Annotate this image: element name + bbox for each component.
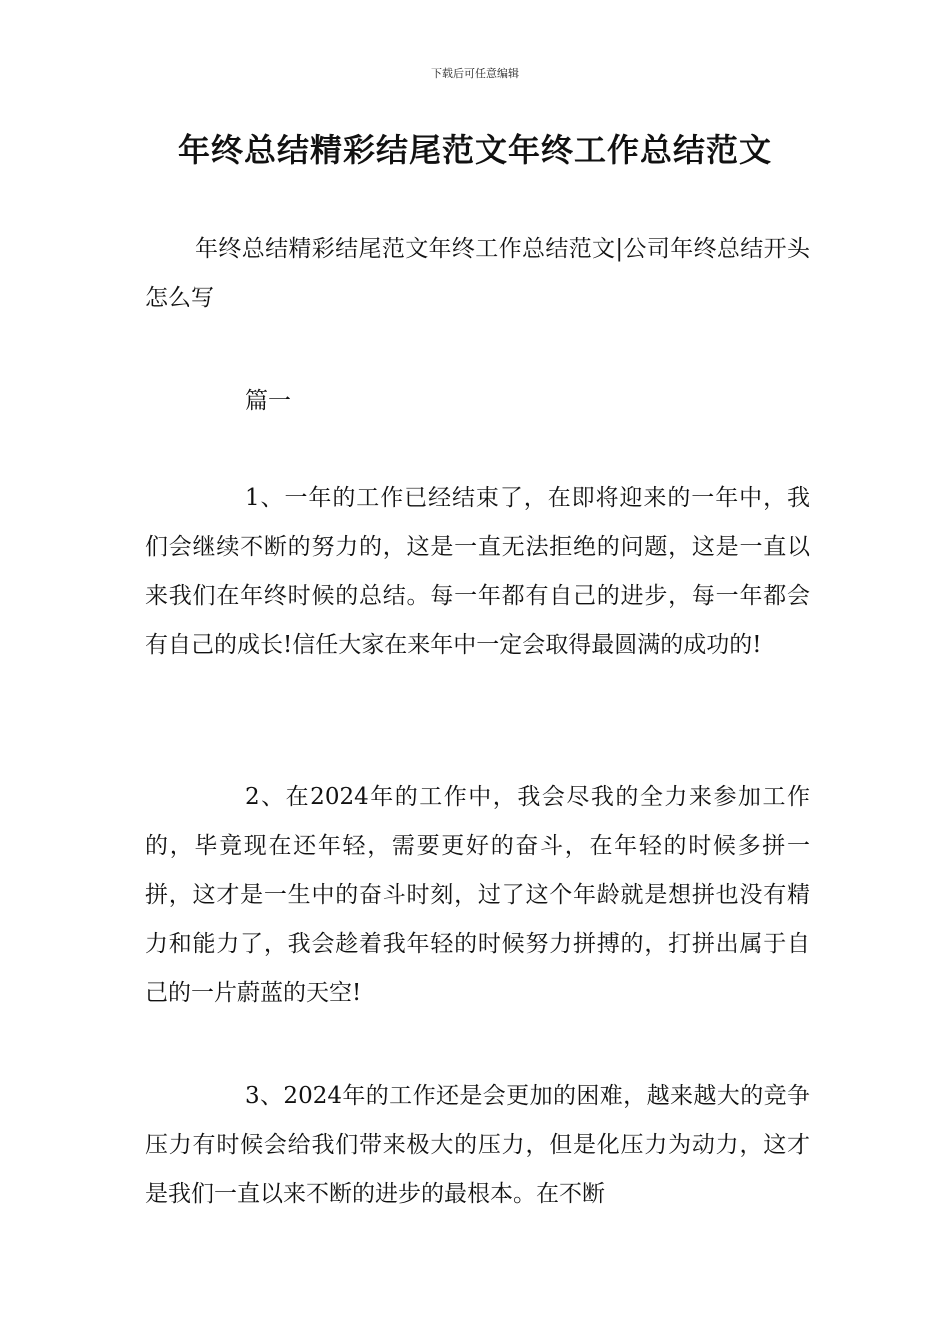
document-title: 年终总结精彩结尾范文年终工作总结范文 — [177, 131, 772, 169]
paragraph-2: 2、在2024年的工作中，我会尽我的全力来参加工作的，毕竟现在还年轻，需要更好的奋斗，在年轻的时候多拼一拼，这才是一生中的奋斗时刻，过了这个年龄就是想拼也没有精力和能力了，我会趁着我年轻的时候努力拼搏的，打拼出属于自己的一片蔚蓝的天空! — [145, 784, 810, 1006]
download-edit-note: 下载后可任意编辑 — [431, 67, 519, 80]
paragraph-3: 3、2024年的工作还是会更加的困难，越来越大的竞争压力有时候会给我们带来极大的压力，但是化压力为动力，这才是我们一直以来不断的进步的最根本。在不断 — [145, 1083, 810, 1207]
document-subtitle: 年终总结精彩结尾范文年终工作总结范文|公司年终总结开头怎么写 — [145, 236, 810, 311]
section-heading: 篇一 — [245, 388, 291, 414]
paragraph-1: 1、一年的工作已经结束了，在即将迎来的一年中，我们会继续不断的努力的，这是一直无法拒绝的问题，这是一直以来我们在年终时候的总结。每一年都有自己的进步，每一年都会有自己的成长!信任大家在来年中一定会取得最圆满的成功的! — [145, 485, 810, 658]
